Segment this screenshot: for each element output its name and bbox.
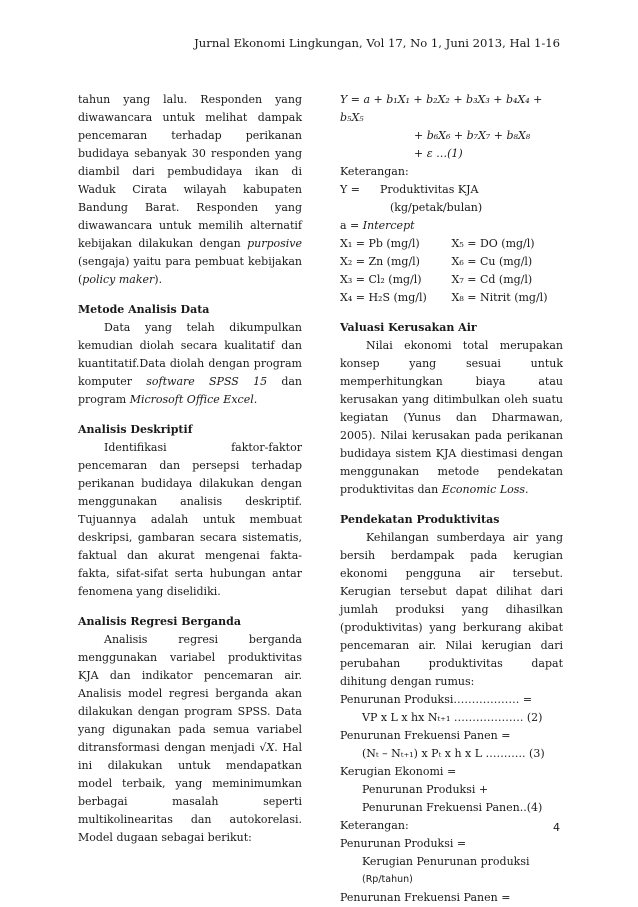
produktivitas-paragraph: Kehilangan sumberdaya air yang bersih berdampak pada kerugian ekonomi pengguna air tersebut. Kerugian tersebut dapat dilihat dari jumlah produksi yang dihasilkan (produktivitas) yang berkurang akibat pencemaran air. Nilai kerugian dari perubahan produktivitas dapat dihitung dengan rumus: — [340, 531, 563, 688]
right-column — [340, 91, 563, 907]
formula-3-label: Kerugian Ekonomi = — [340, 765, 457, 778]
equation-line-2: + b₆X₆ + b₇X₇ + b₈X₈ — [414, 129, 531, 142]
deskriptif-paragraph: Identifikasi faktor-faktor pencemaran dan persepsi terhadap perikanan budidaya dilakukan dengan menggunakan analisis deskriptif. Tujuannya adalah untuk membuat deskripsi, gambaran secara sistematis, faktual dan akurat mengenai fakta-fakta, sifat-sifat serta hubungan antar fenomena yang diselidiki. — [78, 441, 302, 598]
definition-2-label: Penurunan Frekuensi Panen = — [340, 891, 511, 904]
variable-row: X₄ = H₂S (mg/l) X₈ = Nitrit (mg/l) — [340, 291, 548, 304]
metode-paragraph: Data yang telah dikumpulkan kemudian diolah secara kualitatif dan kuantitatif.Data diolah dengan program komputer software SPSS 15 dan program Microsoft Office Excel. — [78, 321, 303, 406]
section-title-regresi: Analisis Regresi Berganda — [78, 615, 241, 628]
equation-line-3: + ε …(1) — [414, 147, 463, 160]
left-column — [78, 91, 302, 847]
valuasi-paragraph: Nilai ekonomi total merupakan konsep yang sesuai untuk memperhitungkan biaya atau kerusakan yang ditimbulkan oleh suatu kegiatan (Yunus dan Dharmawan, 2005). Nilai kerusakan pada perikanan budidaya sistem KJA diestimasi dengan menggunakan metode pendekatan produktivitas dan Economic Loss. — [340, 339, 563, 496]
a-definition: a = Intercept — [340, 219, 415, 232]
y-definition: Y = Produktivitas KJA (kg/petak/bulan) — [340, 183, 483, 214]
keterangan-label: Keterangan: — [340, 165, 409, 178]
definition-1-unit: (Rp/tahun) — [362, 874, 413, 885]
variable-list — [340, 235, 563, 307]
variable-row: X₃ = Cl₂ (mg/l) X₇ = Cd (mg/l) — [340, 273, 533, 286]
variable-row: X₂ = Zn (mg/l) X₆ = Cu (mg/l) — [340, 255, 533, 268]
formula-1: VP x L x hx Nₜ₊₁ ………………. (2) — [362, 711, 543, 724]
formula-2: (Nₜ – Nₜ₊₁) x Pₜ x h x L ……….. (3) — [362, 747, 545, 760]
journal-header: Jurnal Ekonomi Lingkungan, Vol 17, No 1, Juni 2013, Hal 1-16 — [194, 36, 560, 50]
section-title-produktivitas: Pendekatan Produktivitas — [340, 513, 500, 526]
formula-2-label: Penurunan Frekuensi Panen = — [340, 729, 511, 742]
formula-1-label: Penurunan Produksi……………… = — [340, 693, 533, 706]
regression-equation — [340, 91, 563, 163]
formula-3-line-2: Penurunan Frekuensi Panen..(4) — [362, 801, 543, 814]
regresi-paragraph: Analisis regresi berganda menggunakan variabel produktivitas KJA dan indikator pencemaran air. Analisis model regresi berganda akan dilakukan dengan program SPSS. Data yang digunakan pada semua variabel ditransformasi dengan menjadi √X. Hal ini dilakukan untuk mendapatkan model terbaik, yang meminimumkan berbagai masalah seperti multikolinearitas dan autokorelasi. Model dugaan sebagai berikut: — [78, 633, 302, 844]
equation-line-1: Y = a + b₁X₁ + b₂X₂ + b₃X₃ + b₄X₄ + b₅X₅ — [340, 93, 543, 124]
page-number: 4 — [553, 821, 560, 834]
formula-3-line-1: Penurunan Produksi + — [362, 783, 489, 796]
section-title-metode: Metode Analisis Data — [78, 303, 210, 316]
section-title-deskriptif: Analisis Deskriptif — [78, 423, 193, 436]
definition-1-text: Kerugian Penurunan produksi — [362, 855, 530, 868]
section-title-valuasi: Valuasi Kerusakan Air — [340, 321, 477, 334]
variable-row: X₁ = Pb (mg/l) X₅ = DO (mg/l) — [340, 237, 535, 250]
definition-1-label: Penurunan Produksi = — [340, 837, 467, 850]
keterangan-label-2: Keterangan: — [340, 819, 409, 832]
intro-paragraph: tahun yang lalu. Responden yang diwawancara untuk melihat dampak pencemaran terhadap perikanan budidaya sebanyak 30 responden yang diambil dari pembudidaya ikan di Waduk Cirata wilayah kabupaten Bandung Barat. Responden yang diwawancara untuk memilih alternatif kebijakan dilakukan dengan purposive (sengaja) yaitu para pembuat kebijakan (policy maker). — [78, 93, 302, 286]
